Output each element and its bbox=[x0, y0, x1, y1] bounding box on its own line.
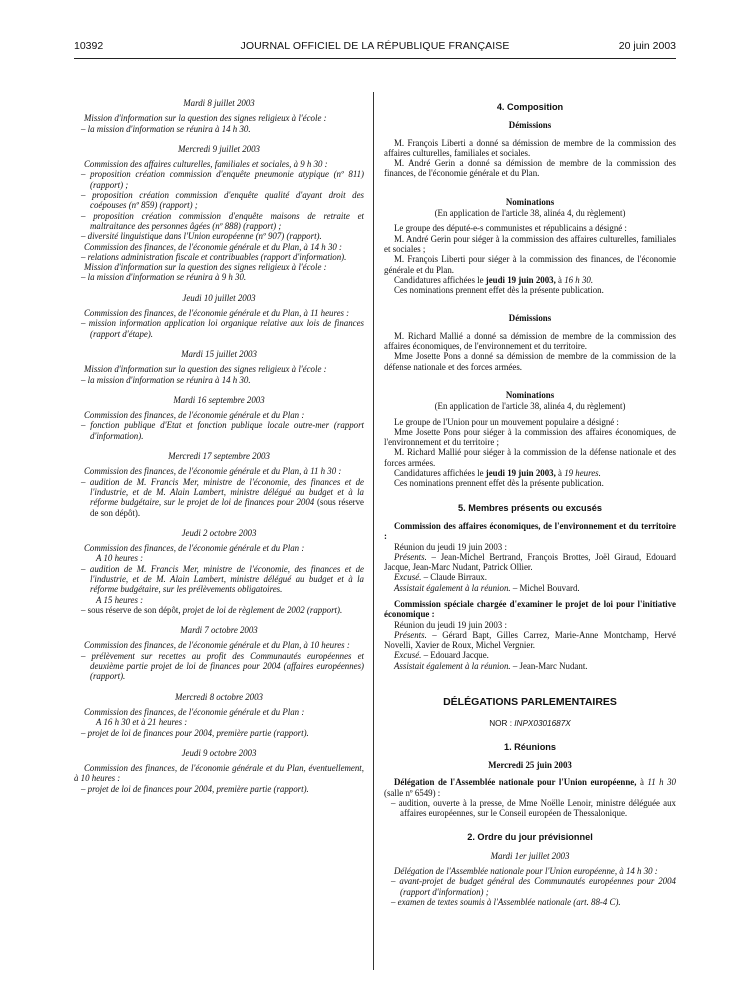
agenda-day bbox=[74, 98, 364, 134]
agenda-item: – la mission d'information se réunira à 14 h 30. bbox=[81, 374, 251, 385]
text: Candidatures affichées le bbox=[394, 468, 486, 479]
committee-heading: Commission des affaires économiques, de l'environnement et du territoire : bbox=[384, 520, 676, 542]
emph-time: 16 h 30. bbox=[564, 274, 594, 285]
agenda-body: Commission des finances, de l'économie générale et du Plan, à 14 h 30 : bbox=[84, 241, 342, 252]
paragraph bbox=[384, 552, 676, 573]
text: Candidatures affichées le bbox=[394, 274, 486, 285]
agenda-item: – la mission d'information se réunira à 14 h 30. bbox=[81, 123, 251, 134]
text: – Gérard Bapt, Gilles Carrez, Marie-Anne Montchamp, Hervé Novelli, Xavier de Roux, Michel Vergnier. bbox=[384, 629, 676, 651]
section-heading: 4. Composition bbox=[496, 102, 564, 112]
agenda-body: Commission des finances, de l'économie générale et du Plan, éventuellement, à 10 heures : bbox=[74, 763, 364, 784]
agenda-day bbox=[74, 395, 364, 441]
text: (salle nº 6549) : bbox=[384, 787, 441, 798]
agenda-item-text: projet de loi de règlement de 2002 (rapport). bbox=[182, 604, 343, 615]
emph-date: jeudi 19 juin 2003, bbox=[485, 468, 556, 479]
agenda-day bbox=[74, 144, 364, 283]
agenda-body: Commission des finances, de l'économie générale et du Plan : bbox=[84, 543, 305, 554]
agenda-time: A 15 heures : bbox=[96, 594, 144, 605]
subsection-heading: Démissions bbox=[508, 120, 552, 131]
agenda-item: – relations administration fiscale et contribuables (rapport d'information). bbox=[81, 251, 347, 262]
journal-title: JOURNAL OFFICIEL DE LA RÉPUBLIQUE FRANÇAISE bbox=[240, 40, 510, 52]
delegation-name: Délégation de l'Assemblée nationale pour l'Union européenne, bbox=[394, 777, 637, 788]
agenda-date: Mercredi 9 juillet 2003 bbox=[178, 143, 260, 154]
paragraph bbox=[384, 468, 676, 478]
subsection-heading: Démissions bbox=[508, 313, 552, 324]
agenda-item: – examen de textes soumis à l'Assemblée nationale (art. 88-4 C). bbox=[391, 896, 621, 907]
agenda-item-note: (sous réserve de son dépôt). bbox=[90, 497, 365, 518]
paragraph: M. Richard Mallié a donné sa démission de membre de la commission des affaires économiques, de l'environnement et du territoire. bbox=[384, 330, 676, 352]
agenda-date: Mercredi 8 octobre 2003 bbox=[175, 691, 263, 702]
paragraph bbox=[384, 630, 676, 651]
agenda-day bbox=[74, 349, 364, 385]
paragraph: Mme Josette Pons pour siéger à la commission des affaires économiques, de l'environnement et du territoire ; bbox=[384, 426, 676, 448]
emph-time: 11 h 30 bbox=[647, 777, 676, 788]
agenda-item: – proposition création commission d'enquête qualité d'ayant droit des coépouses (nº 859) (rapport) ; bbox=[81, 190, 364, 211]
subsection-note: (En application de l'article 38, alinéa 4, du règlement) bbox=[434, 208, 626, 219]
agenda-day bbox=[74, 528, 364, 615]
agenda-item: – la mission d'information se réunira à 9 h 30. bbox=[81, 272, 247, 283]
agenda-time: A 16 h 30 et à 21 heures : bbox=[96, 717, 188, 728]
paragraph: Le groupe des député-e-s communistes et républicains a désigné : bbox=[394, 223, 627, 234]
column-divider bbox=[373, 92, 374, 970]
agenda-date: Jeudi 9 octobre 2003 bbox=[181, 747, 257, 758]
nor-label: NOR : bbox=[489, 719, 515, 729]
paragraph: Mme Josette Pons a donné sa démission de membre de la commission de la défense nationale et des forces armées. bbox=[384, 351, 676, 372]
paragraph bbox=[384, 275, 676, 285]
agenda-item bbox=[74, 605, 364, 615]
paragraph: Réunion du jeudi 19 juin 2003 : bbox=[394, 541, 507, 552]
agenda-body: Commission des affaires culturelles, familiales et sociales, à 9 h 30 : bbox=[84, 159, 328, 170]
agenda-body: Commission des finances, de l'économie générale et du Plan, à 11 heures : bbox=[84, 308, 350, 319]
agenda-item bbox=[74, 477, 364, 518]
agenda-item: – projet de loi de finances pour 2004, première partie (rapport). bbox=[81, 727, 309, 738]
label: Excusé. bbox=[394, 650, 422, 661]
emph-date: jeudi 19 juin 2003, bbox=[485, 274, 556, 285]
paragraph: M. François Liberti pour siéger à la commission des finances, de l'économie générale et du Plan. bbox=[384, 254, 676, 275]
text: à bbox=[555, 274, 565, 285]
paragraph bbox=[384, 777, 676, 798]
text: – Jean-Marc Nudant. bbox=[510, 660, 588, 671]
agenda-body: Commission des finances, de l'économie générale et du Plan : bbox=[84, 410, 305, 421]
agenda-item: – proposition création commission d'enquête pneumonie atypique (nº 811) (rapport) ; bbox=[81, 169, 364, 190]
agenda-date: Mardi 7 octobre 2003 bbox=[180, 625, 258, 636]
agenda-item: – audition de M. Francis Mer, ministre de l'économie, des finances et de l'industrie, et de M. Alain Lambert, ministre délégué au budget et à la réforme budgétaire, sur les prélèvements obligatoires. bbox=[81, 563, 364, 595]
subsection-heading: Nominations bbox=[505, 389, 555, 400]
text: à bbox=[636, 777, 648, 788]
nor-reference bbox=[384, 719, 676, 729]
agenda-date: Jeudi 2 octobre 2003 bbox=[181, 527, 257, 538]
page-header bbox=[74, 38, 676, 59]
paragraph: M. François Liberti a donné sa démission de membre de la commission des affaires culturelles, familiales et sociales. bbox=[384, 137, 676, 158]
agenda-time: A 10 heures : bbox=[96, 553, 144, 564]
agenda-item: – audition, ouverte à la presse, de Mme Noëlle Lenoir, ministre déléguée aux affaires européennes, sur le Conseil européen de Thessalonique. bbox=[391, 797, 676, 819]
agenda-item: – fonction publique d'Etat et fonction publique locale outre-mer (rapport d'information). bbox=[81, 420, 364, 441]
agenda-body: Commission des finances, de l'économie générale et du Plan, à 10 heures : bbox=[84, 640, 350, 651]
major-section-heading: DÉLÉGATIONS PARLEMENTAIRES bbox=[443, 696, 617, 709]
agenda-body: Commission des finances, de l'économie générale et du Plan : bbox=[84, 706, 305, 717]
agenda-date: Mardi 8 juillet 2003 bbox=[183, 98, 255, 108]
agenda-item-text: – audition de M. Francis Mer, ministre de l'économie, des finances et de l'industrie, et de M. Alain Lambert, ministre délégué au budget et à la réforme budgétaire, sur le projet de loi de finances pour 2004 bbox=[81, 476, 364, 508]
agenda-date: Mardi 16 septembre 2003 bbox=[173, 394, 265, 405]
label: Présents. bbox=[394, 551, 427, 562]
paragraph: Ces nominations prennent effet dès la présente publication. bbox=[394, 478, 604, 489]
label: Assistait également à la réunion. bbox=[394, 660, 511, 671]
agenda-day bbox=[74, 293, 364, 339]
agenda-item: – mission information application loi organique relative aux lois de finances (rapport d'étape). bbox=[81, 318, 364, 339]
section-heading: 5. Membres présents ou excusés bbox=[457, 502, 602, 513]
agenda-date: Mardi 1er juillet 2003 bbox=[490, 850, 570, 861]
text: à bbox=[555, 468, 565, 479]
section-heading: 1. Réunions bbox=[503, 741, 557, 752]
paragraph: M. André Gerin pour siéger à la commission des affaires culturelles, familiales et sociales ; bbox=[384, 233, 676, 254]
agenda-item: – avant-projet de budget général des Communautés européennes pour 2004 (rapport d'information) ; bbox=[391, 876, 676, 897]
subsection-heading: Nominations bbox=[505, 196, 555, 207]
agenda-item: – proposition création commission d'enquête maisons de retraite et maltraitance des personnes âgées (nº 888) (rapport) ; bbox=[81, 210, 364, 231]
agenda-body: Mission d'information sur la question des signes religieux à l'école : bbox=[84, 113, 327, 124]
paragraph: Ces nominations prennent effet dès la présente publication. bbox=[394, 285, 604, 296]
agenda-date: Jeudi 10 juillet 2003 bbox=[182, 292, 256, 303]
issue-date: 20 juin 2003 bbox=[618, 40, 676, 52]
agenda-day bbox=[74, 451, 364, 518]
nor-code: INPX0301687X bbox=[514, 719, 571, 729]
text: – Jean-Michel Bertrand, François Brottes, Joël Giraud, Edouard Jacque, Jean-Marc Nudant, Patrick Ollier. bbox=[384, 551, 676, 573]
section-heading: 2. Ordre du jour prévisionnel bbox=[467, 832, 593, 843]
agenda-day bbox=[74, 748, 364, 794]
page-number: 10392 bbox=[74, 40, 104, 52]
paragraph: M. André Gerin a donné sa démission de membre de la commission des finances, de l'économie générale et du Plan. bbox=[384, 158, 676, 179]
text: – Claude Birraux. bbox=[421, 572, 487, 583]
paragraph bbox=[384, 650, 676, 660]
agenda-item: – diversité linguistique dans l'Union européenne (nº 907) (rapport). bbox=[81, 231, 322, 242]
agenda-body: Commission des finances, de l'économie générale et du Plan, à 11 h 30 : bbox=[84, 466, 342, 477]
agenda-item: – prélèvement sur recettes au profit des Communautés européennes et deuxième partie projet de loi de finances pour 2004 (affaires européennes) (rapport). bbox=[81, 650, 364, 682]
agenda-body: Mission d'information sur la question des signes religieux à l'école : bbox=[84, 262, 327, 273]
paragraph bbox=[384, 572, 676, 582]
paragraph: Le groupe de l'Union pour un mouvement populaire a désigné : bbox=[394, 416, 619, 427]
agenda-day bbox=[74, 692, 364, 738]
subsection-note: (En application de l'article 38, alinéa 4, du règlement) bbox=[434, 401, 626, 412]
agenda-body: Mission d'information sur la question des signes religieux à l'école : bbox=[84, 364, 327, 375]
agenda-date: Mercredi 17 septembre 2003 bbox=[168, 451, 270, 462]
emph-time: 19 heures. bbox=[564, 468, 601, 479]
agenda-item: – projet de loi de finances pour 2004, première partie (rapport). bbox=[81, 783, 309, 794]
agenda-day bbox=[74, 625, 364, 681]
label: Excusé. bbox=[394, 572, 422, 583]
paragraph bbox=[384, 661, 676, 671]
paragraph: M. Richard Mallié pour siéger à la commission de la défense nationale et des forces armées. bbox=[384, 447, 676, 468]
paragraph bbox=[384, 583, 676, 593]
committee-heading: Commission spéciale chargée d'examiner le projet de loi pour l'initiative économique : bbox=[384, 598, 676, 620]
label: Présents. bbox=[394, 629, 427, 640]
meeting-date: Mercredi 25 juin 2003 bbox=[488, 759, 572, 770]
right-column bbox=[384, 98, 676, 907]
agenda-item-note: – sous réserve de son dépôt, bbox=[81, 604, 183, 615]
text: – Michel Bouvard. bbox=[510, 582, 580, 593]
left-column bbox=[74, 98, 364, 794]
label: Assistait également à la réunion. bbox=[394, 582, 511, 593]
agenda-body: Délégation de l'Assemblée nationale pour l'Union européenne, à 14 h 30 : bbox=[394, 866, 658, 877]
agenda-date: Mardi 15 juillet 2003 bbox=[181, 348, 257, 359]
text: – Edouard Jacque. bbox=[421, 650, 489, 661]
paragraph: Réunion du jeudi 19 juin 2003 : bbox=[394, 619, 507, 630]
